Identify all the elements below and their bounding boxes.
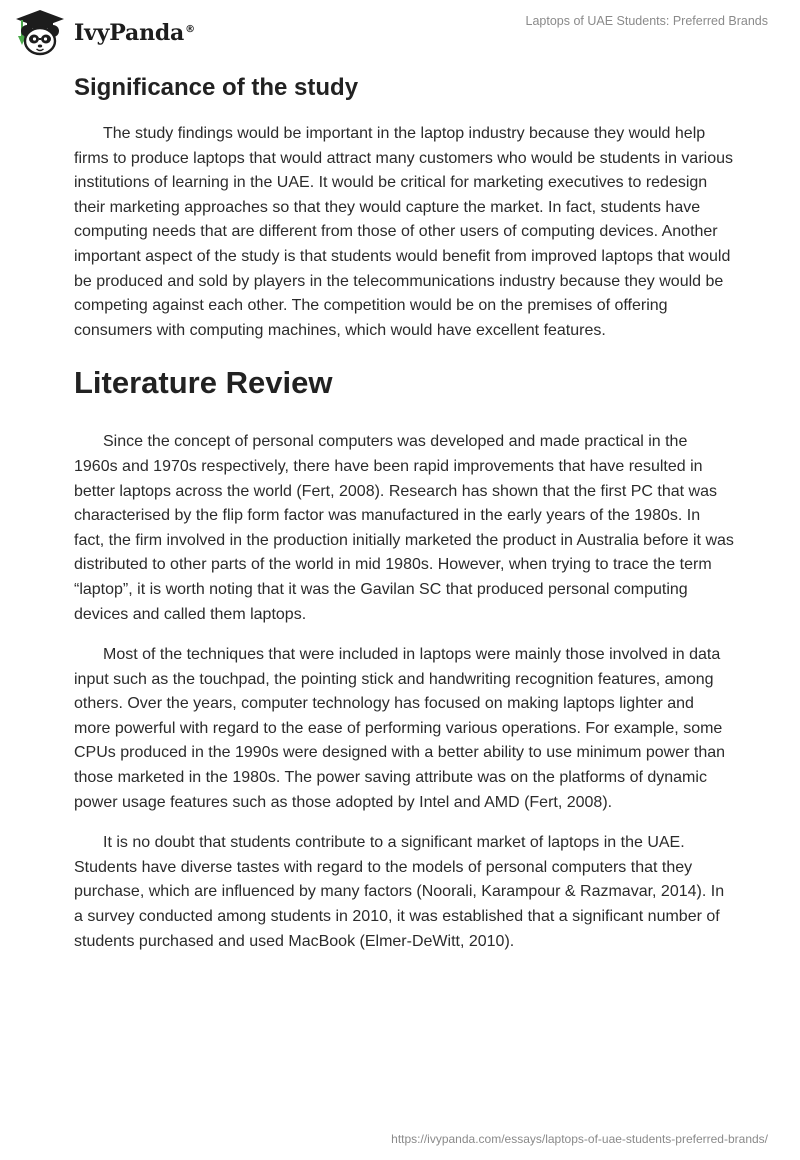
paragraph: It is no doubt that students contribute to a significant market of laptops in the UAE. Students have diverse tastes with regard to the models of personal computers that they purchase, which are influenced by many factors (Noorali, Karampour & Razmavar, 2014). In a survey conducted among students in 2010, it was established that a significant number of students purchased and used MacBook (Elmer-DeWitt, 2010).: [74, 834, 725, 950]
section-heading-literature-review: Literature Review: [74, 365, 333, 401]
running-title: Laptops of UAE Students: Preferred Brands: [525, 14, 768, 28]
registered-mark: ®: [185, 23, 195, 35]
essay-content: [74, 72, 734, 970]
paragraph: Most of the techniques that were included in laptops were mainly those involved in data input such as the touchpad, the pointing stick and handwriting recognition features, among others. Over the years, computer technology has focused on making laptops lighter and more powerful with regard to the ease of performing various operations. For example, some CPUs produced in the 1990s were designed with a better ability to use minimum power than those marketed in the 1980s. The power saving attribute was on the platforms of dynamic power usage features such as those adopted by Intel and AMD (Fert, 2008).: [74, 646, 726, 811]
ivypanda-logo[interactable]: [14, 8, 195, 58]
logo-wordmark: IvyPanda®: [74, 20, 195, 46]
paragraph: Since the concept of personal computers was developed and made practical in the 1960s and 1970s respectively, there have been rapid improvements that have resulted in better laptops across the world (Fert, 2008). Research has shown that the first PC that was characterised by the flip form factor was manufactured in the early years of the 1980s. In fact, the firm involved in the production initially marketed the product in Australia before it was distributed to other parts of the world in mid 1980s. However, when trying to trace the term “laptop”, it is worth noting that it was the Gavilan SC that produced personal computing devices and called them laptops.: [74, 433, 734, 623]
source-url: https://ivypanda.com/essays/laptops-of-uae-students-preferred-brands/: [391, 1132, 768, 1146]
paragraph: The study findings would be important in the laptop industry because they would help firms to produce laptops that would attract many customers who would be students in various institutions of learning in the UAE. It would be critical for marketing executives to redesign their marketing approaches so that they would capture the market. In fact, students have computing needs that are different from those of other users of computing devices. Another important aspect of the study is that students would benefit from improved laptops that would be produced and sold by players in the telecommunications industry because they would be competing against each other. The competition would be on the premises of offering consumers with computing machines, which would have excellent features.: [74, 125, 733, 339]
section-heading-significance: Significance of the study: [74, 74, 359, 101]
panda-graduate-icon: [14, 8, 66, 58]
page-header: [0, 0, 800, 70]
